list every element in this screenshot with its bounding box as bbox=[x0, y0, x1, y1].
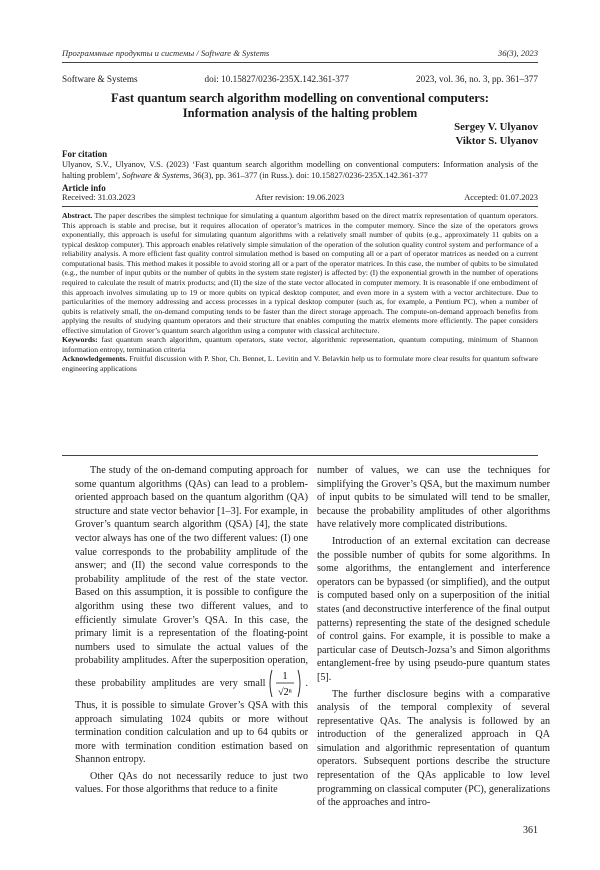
keywords-label: Keywords: bbox=[62, 335, 98, 345]
revised-date: After revision: 19.06.2023 bbox=[255, 193, 345, 202]
page-number: 361 bbox=[523, 825, 538, 836]
header-rule bbox=[62, 62, 538, 63]
abstract-box bbox=[62, 206, 538, 456]
acknowledgements-text: Fruitful discussion with P. Shor, Ch. Bennet, L. Levitin and V. Belavkin help us to formulate more clear results for quantum software engineering applications bbox=[62, 354, 538, 373]
article-info-heading: Article info bbox=[62, 183, 106, 193]
body-column-left bbox=[75, 464, 308, 800]
issue-info: 2023, vol. 36, no. 3, pp. 361–377 bbox=[416, 74, 538, 84]
paragraph-text: . Thus, it is possible to simulate Grover’s QSA with this approach simulating 1024 qubits or more without termination condition calculation and up to 64 qubits or more with termination condition estimation based on Shannon entropy. bbox=[75, 677, 308, 766]
body-paragraph: Other QAs do not necessarily reduce to just two values. For those algorithms that reduce to a finite bbox=[75, 770, 308, 796]
title-line-1: Fast quantum search algorithm modelling on conventional computers: bbox=[111, 91, 489, 105]
author-list bbox=[454, 121, 538, 148]
body-paragraph: Introduction of an external excitation can decrease the possible number of qubits for some algorithms. In some algorithms, the entanglement and interference operators can be bypassed (or simplified), and the output is computed based only on a superposition of the initial states (and deconstructive interference of the final output patterns) representing the state of the designed schedule of control gains. For example, it is possible to make a particular case of Deutsch-Jozsa’s and Simon algorithms entanglement-free by using pseudo-pure quantum states [5]. bbox=[317, 535, 550, 683]
abstract-label: Abstract. bbox=[62, 211, 93, 220]
fraction-denominator: √2ⁿ bbox=[278, 686, 293, 698]
article-title bbox=[62, 91, 538, 121]
running-head bbox=[62, 48, 538, 58]
citation-heading: For citation bbox=[62, 149, 108, 159]
fraction-svg bbox=[267, 668, 303, 699]
citation-part-1: Ulyanov, S.V., Ulyanov, V.S. (2023) ‘Fast quantum search algorithm modelling on conventional computers: Information analysis of the halting problem’, bbox=[62, 160, 538, 180]
body-paragraph: number of values, we can use the techniques for simplifying the Grover’s QSA, but the maximum number of input qubits to be simulated will tend to be smaller, because the probability amplitudes of other algorithms have relatively more complicated distributions. bbox=[317, 465, 550, 531]
title-line-2: Information analysis of the halting problem bbox=[182, 106, 418, 120]
journal-name: Software & Systems bbox=[62, 74, 138, 84]
acknowledgements-label: Acknowledgements. bbox=[62, 354, 128, 364]
keywords-text: fast quantum search algorithm, quantum operators, state vector, algorithmic representation, quantum computing, minimum of Shannon information entropy, termination criteria bbox=[62, 335, 538, 354]
fraction-formula bbox=[267, 668, 303, 699]
doi[interactable]: doi: 10.15827/0236-235X.142.361-377 bbox=[204, 74, 349, 84]
body-paragraph: The further disclosure begins with a comparative analysis of the temporal complexity of several representative QAs. The analysis is followed by an introduction of the generalized approach in QA simulation and algorithmic representation of quantum operators. Subsequent portions describe the structure representation of the QAs applicable to low level programming on classical computer (PC), generalizations of the approaches and intro- bbox=[317, 688, 550, 809]
article-meta-line bbox=[62, 74, 538, 84]
body-paragraph bbox=[75, 464, 308, 767]
running-head-issue: 36(3), 2023 bbox=[497, 48, 538, 58]
article-dates bbox=[62, 193, 538, 202]
citation-text bbox=[62, 160, 538, 181]
paragraph-text: The study of the on-demand computing approach for some quantum algorithms (QAs) can lead to a problem-oriented approach based on the quantum algorithm (QA) structure and state vector behavior [1–3]. For example, in Grover’s quantum search algorithm (QSA) [4], the state vector always has one of the two different values: (I) one value corresponds to the probability amplitude of the answer; and (II) the second value corresponds to the probability amplitude of the rest of the state vector. Based on this assumption, it is possible to configure the algorithm using these two different values, and to efficiently simulate Grover’s QSA. In this case, the primary limit is a representation of the floating-point numbers used to simulate the actual values of the probability amplitudes. After the superposition operation, these probability amplitudes are very small bbox=[75, 465, 308, 689]
fraction-numerator: 1 bbox=[282, 670, 288, 682]
received-date: Received: 31.03.2023 bbox=[62, 193, 136, 202]
abstract bbox=[62, 211, 538, 374]
body-column-right bbox=[317, 464, 550, 813]
citation-journal: Software & Systems bbox=[122, 170, 189, 180]
author-2: Viktor S. Ulyanov bbox=[455, 134, 538, 147]
abstract-text: The paper describes the simplest technique for simulating a quantum algorithm based on the direct matrix representation of quantum operators. This approach is stable and precise, but it requires allocation of operator’s matrices in the computer memory. Since the size of the operators grows exponentially, this approach is useful for simulating quantum algorithms with a relatively small number of qubits (e.g., approximately 11 qubits on a typical desktop computer). This approach enables relatively simple simulation of the operation of the solution quality control system and performance of a reliability analysis. A more efficient fast quality control simulation method is based on computing all or a part of operator matrices as needed on a current computational basis. This method makes it possible to avoid storing all or a part of the operator matrices. In this case, the number of qubits to be simulated (e.g., the number of input qubits or the number of qubits in the system state register) is affected by: (I) the exponential growth in the number of operations required to calculate the result of matrix products; and (II) the size of the state vector allocated in computer memory. It is reasonable if one embodiment of this approach involves simulating up to 19 or more qubits on typical desktop computer, and even more in a system with a vector architecture. Due to particularities of the memory addressing and access processes in a typical desktop computer (such as, for example, a Pentium PC), when a number of qubits is relatively small, the on-demand computing tends to be faster than the direct storage approach. The compute-on-demand approach benefits from applying the results of studying quantum operators and their structure that enables computing the matrix elements more efficiently. The paper considers effective simulation of Grover’s quantum search algorithm using a computer with classical architecture. bbox=[62, 211, 538, 335]
author-1: Sergey V. Ulyanov bbox=[454, 121, 538, 133]
citation-part-2: , 36(3), pp. 361–377 (in Russ.). doi: 10.15827/0236-235X.142.361-377 bbox=[188, 170, 428, 180]
running-head-journal: Программные продукты и системы / Software & Systems bbox=[62, 48, 270, 58]
accepted-date: Accepted: 01.07.2023 bbox=[464, 193, 538, 202]
